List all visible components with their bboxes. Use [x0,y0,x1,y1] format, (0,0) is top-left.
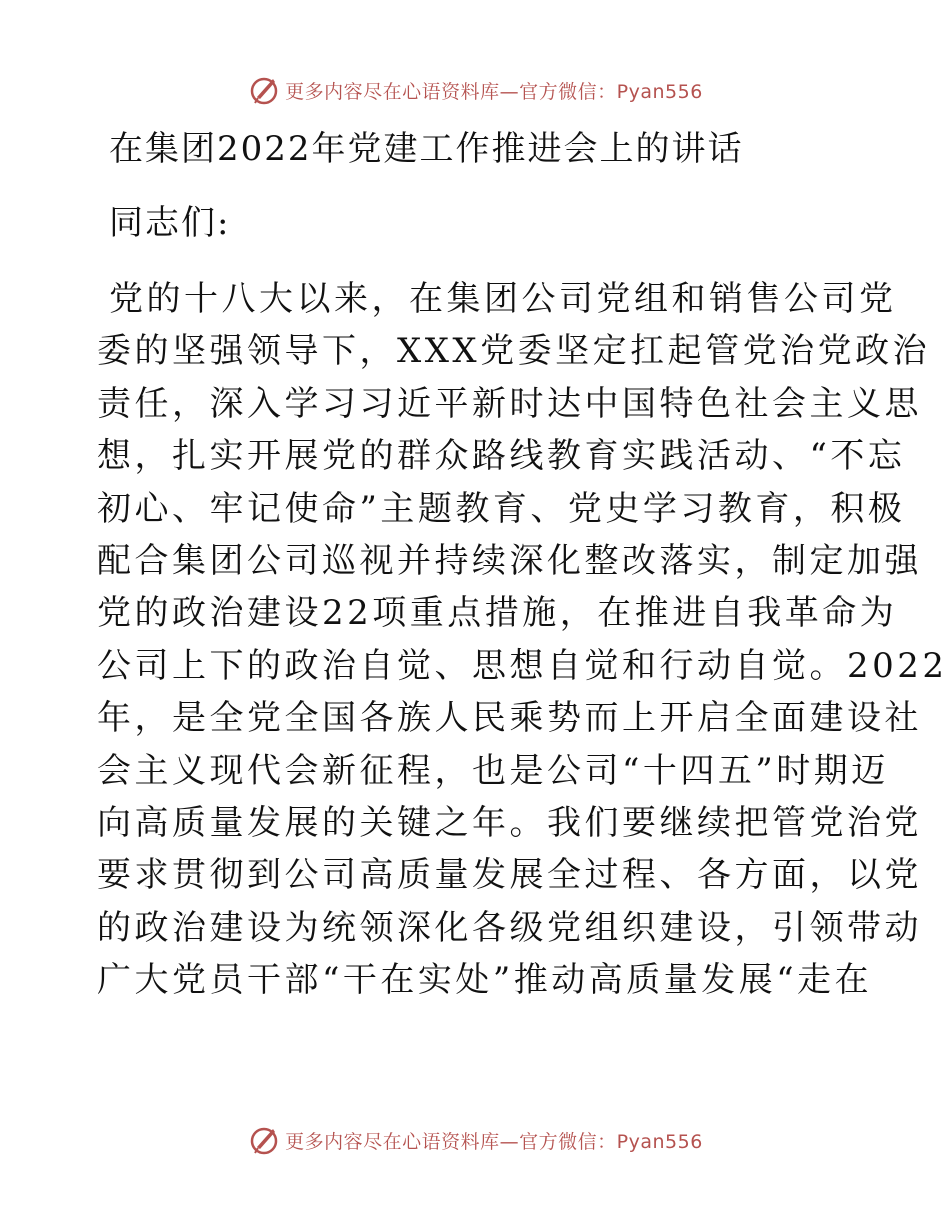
footer-watermark [0,1120,950,1160]
quill-logo-icon [247,1123,281,1157]
paragraph-line: 要求贯彻到公司高质量发展全过程、各方面，以党 [97,855,922,896]
paragraph-line: 责任，深入学习习近平新时达中国特色社会主义思 [97,383,922,424]
greeting: 同志们: [109,203,231,243]
quill-logo-icon [247,73,281,107]
paragraph-line: 向高质量发展的关键之年。我们要继续把管党治党 [97,803,922,844]
paragraph-line: 广大党员干部“干在实处”推动高质量发展“走在 [97,960,873,1001]
paragraph-line: 配合集团公司巡视并持续深化整改落实，制定加强 [97,541,922,582]
paragraph-line: 想，扎实开展党的群众路线教育实践活动、“不忘 [97,436,906,477]
paragraph-line: 公司上下的政治自觉、思想自觉和行动自觉。2022 [97,645,948,686]
paragraph-line: 年，是全党全国各族人民乘势而上开启全面建设社 [97,698,922,739]
document-body [97,123,948,1007]
watermark-text: 更多内容尽在心语资料库—官方微信：Pyan556 [285,1130,703,1153]
paragraph-line: 委的坚强领导下，XXX党委坚定扛起管党治党政治 [97,331,931,372]
paragraph-line: 党的政治建设22项重点措施，在推进自我革命为 [97,593,898,634]
paragraph-line: 的政治建设为统领深化各级党组织建设，引领带动 [97,907,922,948]
paragraph-line: 会主义现代会新征程，也是公司“十四五”时期迈 [97,750,889,791]
body-paragraph [97,273,948,1007]
header-watermark [0,70,950,110]
paragraph-line: 初心、牢记使命”主题教育、党史学习教育，积极 [97,488,906,529]
watermark-text: 更多内容尽在心语资料库—官方微信：Pyan556 [285,80,703,103]
document-title: 在集团2022年党建工作推进会上的讲话 [109,129,744,169]
paragraph-line: 党的十八大以来，在集团公司党组和销售公司党 [109,279,897,319]
